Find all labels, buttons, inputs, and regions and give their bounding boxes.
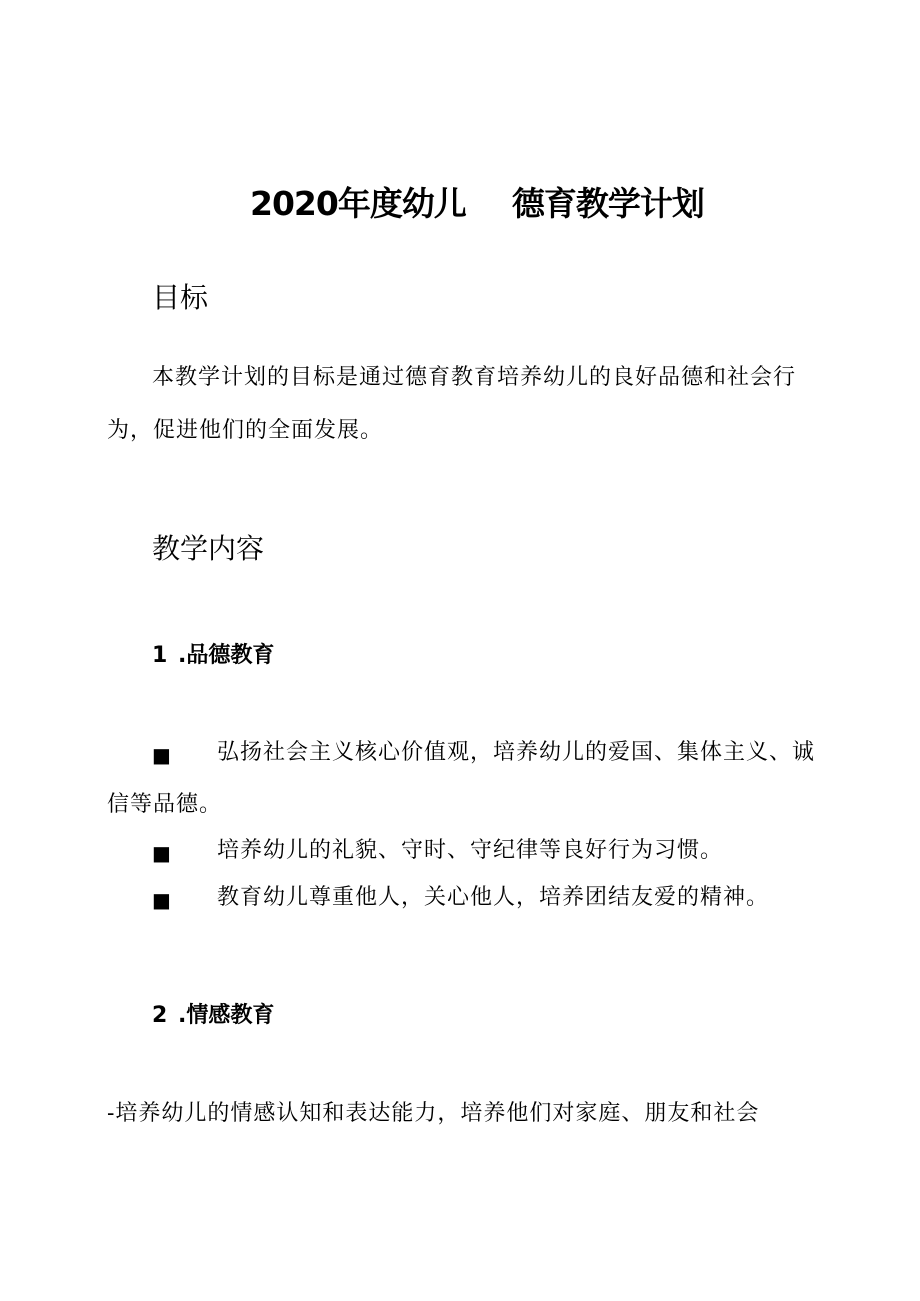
goal-paragraph-line-1: 本教学计划的目标是通过德育教育培养幼儿的良好品德和社会行 bbox=[152, 365, 797, 390]
section-2-number: 2 bbox=[152, 1003, 168, 1028]
title-part-2: 德育教学计划 bbox=[511, 184, 704, 223]
section-2-line-1: -培养幼儿的情感认知和表达能力，培养他们对家庭、朋友和社会 bbox=[107, 1101, 760, 1126]
section-1-heading bbox=[152, 638, 274, 669]
bullet-2-line-1: 培养幼儿的礼貌、守时、守纪律等良好行为习惯。 bbox=[217, 838, 724, 863]
section-2-label: .情感教育 bbox=[178, 1003, 275, 1028]
content-heading: 教学内容 bbox=[152, 532, 265, 565]
title-part-1: 2020年度幼儿 bbox=[250, 184, 466, 223]
bullet-square-icon: ■ bbox=[152, 743, 171, 767]
goal-paragraph-line-2: 为，促进他们的全面发展。 bbox=[107, 418, 384, 443]
goal-heading: 目标 bbox=[152, 281, 209, 314]
bullet-1-line-1: 弘扬社会主义核心价值观，培养幼儿的爱国、集体主义、诚 bbox=[217, 740, 816, 765]
bullet-1-line-2: 信等品德。 bbox=[107, 792, 223, 817]
document-title bbox=[250, 178, 704, 225]
section-2-heading bbox=[152, 998, 274, 1029]
bullet-square-icon: ■ bbox=[152, 841, 171, 865]
section-1-label: .品德教育 bbox=[178, 643, 275, 668]
bullet-square-icon: ■ bbox=[152, 888, 171, 912]
bullet-3-line-1: 教育幼儿尊重他人，关心他人，培养团结友爱的精神。 bbox=[217, 885, 770, 910]
section-1-number: 1 bbox=[152, 643, 168, 668]
